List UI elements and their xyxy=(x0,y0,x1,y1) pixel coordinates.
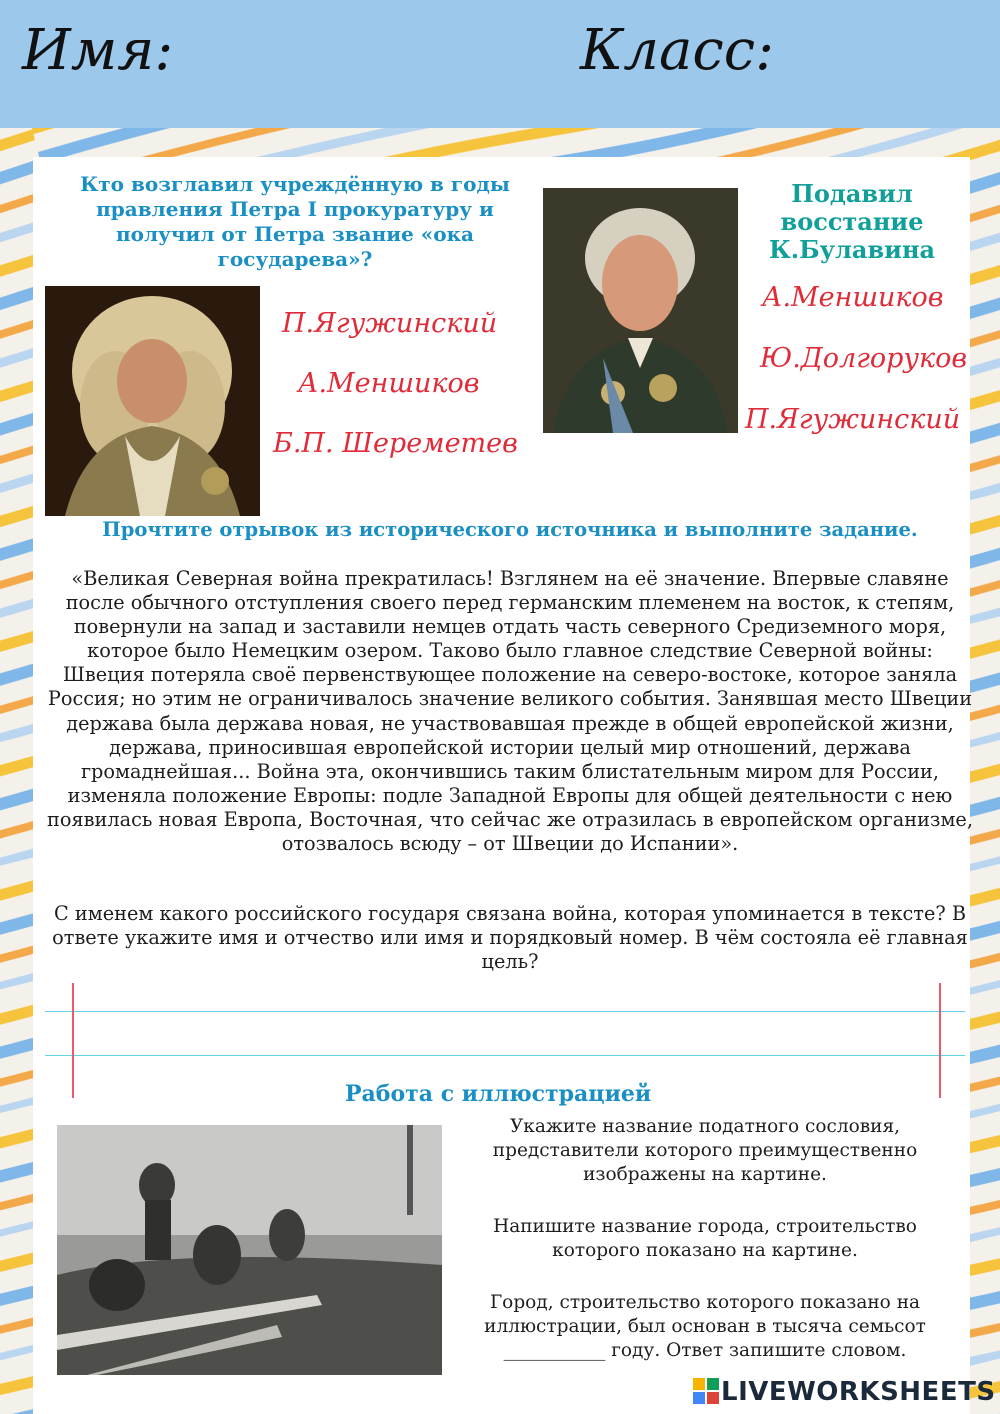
q1-option-menshikov[interactable]: А.Меншиков xyxy=(298,368,480,399)
illustration-heading: Работа с иллюстрацией xyxy=(345,1081,652,1107)
source-quote: «Великая Северная война прекратилась! Взглянем на её значение. Впервые славяне после обычного отступления своего перед германским племенем на восток, к степям, повернули на запад и заставили немцев отдать часть северного Средиземного моря, которое было Немецким озером. Таково было главное следствие Северной войны: Швеция потеряла своё первенствующее положение на северо-востоке, которое заняла Россия; но этим не ограничивалось значение великого события. Занявшая место Швеции держава была держава новая, не участвовавшая прежде в общей европейской жизни, держава, приносившая европейской истории целый мир отношений, держава громаднейшая... Война эта, окончившись таким блистательным миром для России, изменяла положение Европы: подле Западной Европы для общей деятельности с нею появилась новая Европа, Восточная, что сейчас же отразилась в европейском организме, отозвалось всюду – от Швеции до Испании». xyxy=(47,567,973,856)
question2-text: Подавил восстание К.Булавина xyxy=(768,179,936,264)
illustration-question-1: Укажите название податного сословия, представители которого преимущественно изображены на картине. xyxy=(492,1116,918,1185)
illustration-question-3: Город, строительство которого показано на иллюстрации, был основан в тысяча семьсот ___________ году. Ответ запишите словом. xyxy=(484,1292,926,1361)
question1-text: Кто возглавил учреждённую в годы правления Петра I прокуратуру и получил от Петра звание «ока государева»? xyxy=(80,172,510,271)
q2-option-dolgorukov[interactable]: Ю.Долгоруков xyxy=(760,343,968,374)
q2-option-menshikov[interactable]: А.Меншиков xyxy=(762,282,944,313)
answer-line-bottom xyxy=(45,1055,965,1056)
portrait-dolgorukov xyxy=(543,188,738,433)
logo-icon xyxy=(693,1378,721,1406)
painting-construction xyxy=(57,1125,442,1375)
q1-option-yaguzhinsky[interactable]: П.Ягужинский xyxy=(282,308,498,339)
source-task-heading: Прочтите отрывок из исторического источника и выполните задание. xyxy=(102,518,918,541)
source-answer-input[interactable] xyxy=(80,1013,939,1053)
portrait-yaguzhinsky xyxy=(45,286,260,516)
answer-line-top xyxy=(45,1011,965,1012)
q1-option-sheremetev[interactable]: Б.П. Шереметев xyxy=(273,428,518,459)
margin-line-left xyxy=(72,983,74,1098)
source-question: С именем какого российского государя связана война, которая упоминается в тексте? В ответе укажите имя и отчество или имя и порядковый номер. В чём состояла её главная цель? xyxy=(52,902,968,973)
q2-option-yaguzhinsky[interactable]: П.Ягужинский xyxy=(745,404,961,435)
class-label: Класс: xyxy=(580,18,774,83)
liveworksheets-logo xyxy=(693,1376,996,1408)
logo-text: LIVEWORKSHEETS xyxy=(721,1377,996,1407)
margin-line-right xyxy=(939,983,941,1098)
name-label: Имя: xyxy=(22,18,174,83)
illustration-question-2: Напишите название города, строительство которого показано на картине. xyxy=(493,1216,917,1261)
